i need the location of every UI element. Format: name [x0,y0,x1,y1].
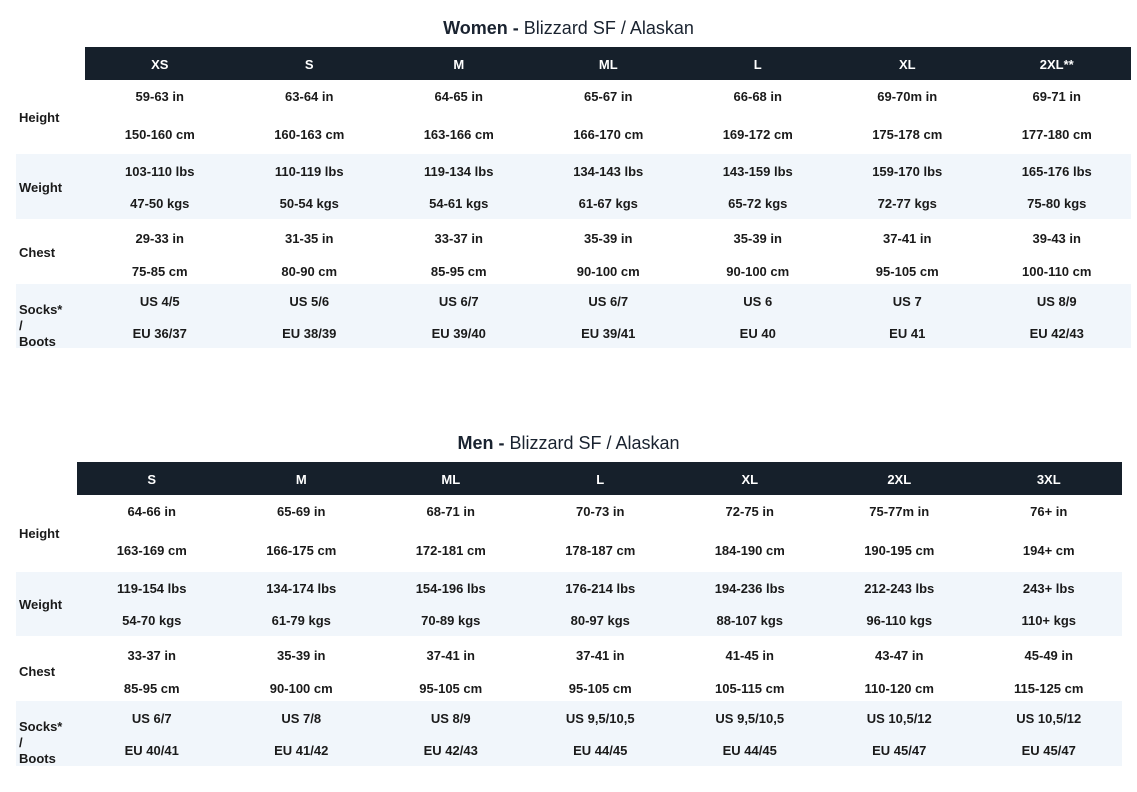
table-cell: US 6/7 [588,294,629,309]
table-cell: 54-61 kgs [429,196,489,211]
row-label: Height [19,110,60,125]
table-cell: 143-159 lbs [722,164,793,179]
row-label: / Boots [19,735,56,766]
table-cell: 134-143 lbs [573,164,644,179]
table-cell: 119-154 lbs [117,581,187,596]
table-cell: US 8/9 [1036,294,1077,309]
table-cell: EU 39/41 [581,326,636,341]
table-cell: 68-71 in [426,504,475,519]
row-label: Socks* [19,302,63,317]
table-cell: 96-110 kgs [866,613,933,628]
size-header: S [147,472,157,487]
table-cell: 45-49 in [1024,648,1073,663]
size-header: 2XL** [1039,57,1074,72]
table-cell: 35-39 in [584,231,633,246]
table-cell: 75-85 cm [131,264,188,279]
table-cell: 115-125 cm [1014,681,1084,696]
table-cell: 150-160 cm [124,127,195,142]
women-title [0,18,1137,39]
women-title-bold: Women - [443,18,519,38]
table-cell: 65-67 in [584,89,633,104]
row-label: Height [19,526,60,541]
table-cell: 119-134 lbs [424,164,494,179]
table-cell: 95-105 cm [419,681,483,696]
table-cell: US 4/5 [139,294,180,309]
table-cell: 134-174 lbs [266,581,337,596]
row-label: Chest [19,245,56,260]
size-header: M [295,472,307,487]
men-title-bold: Men - [457,433,505,453]
table-cell: 100-110 cm [1022,264,1092,279]
table-cell: 110-119 lbs [274,164,344,179]
table-cell: US 9,5/10,5 [565,711,635,726]
table-cell: 90-100 cm [269,681,333,696]
table-cell: 212-243 lbs [864,581,935,596]
table-cell: 41-45 in [725,648,774,663]
table-cell: 61-67 kgs [578,196,638,211]
table-cell: 39-43 in [1032,231,1081,246]
table-cell: 166-170 cm [573,127,644,142]
table-cell: US 6/7 [438,294,479,309]
table-cell: 243+ lbs [1022,581,1075,596]
table-cell: 72-77 kgs [877,196,937,211]
size-header: XL [898,57,916,72]
size-header: 2XL [887,472,912,487]
table-cell: 70-73 in [576,504,625,519]
table-cell: 184-190 cm [714,543,785,558]
table-cell: 37-41 in [576,648,625,663]
table-cell: 35-39 in [733,231,782,246]
table-cell: 95-105 cm [875,264,939,279]
table-cell: 47-50 kgs [130,196,190,211]
table-cell: 76+ in [1030,504,1068,519]
table-cell: 35-39 in [277,648,326,663]
table-cell: 85-95 cm [430,264,487,279]
table-cell: US 7/8 [281,711,322,726]
table-cell: US 9,5/10,5 [715,711,785,726]
table-cell: US 6 [743,294,773,309]
table-cell: 103-110 lbs [125,164,195,179]
table-cell: 95-105 cm [568,681,632,696]
table-cell: 33-37 in [434,231,483,246]
table-cell: 85-95 cm [123,681,180,696]
table-cell: 61-79 kgs [271,613,331,628]
men-title [0,433,1137,454]
size-header: XS [151,57,169,72]
table-cell: US 5/6 [289,294,330,309]
table-cell: 172-181 cm [415,543,486,558]
table-cell: US 8/9 [430,711,471,726]
table-cell: 59-63 in [135,89,184,104]
table-cell: 110-120 cm [864,681,934,696]
table-cell: EU 45/47 [872,743,927,758]
row-label: Weight [19,597,63,612]
table-cell: 163-169 cm [116,543,187,558]
table-cell: 178-187 cm [565,543,636,558]
table-cell: 190-195 cm [864,543,935,558]
table-cell: 72-75 in [725,504,774,519]
table-cell: EU 39/40 [431,326,486,341]
table-cell: US 6/7 [131,711,172,726]
table-cell: 194-236 lbs [714,581,785,596]
table-cell: 65-69 in [277,504,326,519]
size-header: L [753,57,762,72]
table-cell: 65-72 kgs [728,196,788,211]
table-cell: 166-175 cm [266,543,337,558]
table-cell: 163-166 cm [423,127,494,142]
table-cell: 159-170 lbs [872,164,943,179]
table-cell: US 10,5/12 [1016,711,1082,726]
table-cell: EU 41/42 [274,743,329,758]
women-header-row [85,47,1131,80]
row-label: Weight [19,180,63,195]
size-header: ML [441,472,461,487]
table-cell: 69-71 in [1032,89,1081,104]
size-header: L [596,472,605,487]
row-label: Chest [19,664,56,679]
table-cell: 69-70m in [877,89,938,104]
table-cell: 75-80 kgs [1027,196,1087,211]
table-cell: EU 44/45 [573,743,628,758]
table-cell: 160-163 cm [274,127,345,142]
table-cell: US 10,5/12 [866,711,932,726]
table-cell: EU 42/43 [1029,326,1084,341]
table-cell: 70-89 kgs [421,613,481,628]
table-cell: 154-196 lbs [415,581,486,596]
table-cell: EU 45/47 [1021,743,1076,758]
table-cell: 88-107 kgs [716,613,783,628]
table-cell: EU 38/39 [282,326,337,341]
table-cell: 165-176 lbs [1021,164,1092,179]
table-cell: 37-41 in [883,231,932,246]
table-cell: 64-66 in [127,504,176,519]
table-cell: US 7 [892,294,922,309]
table-cell: EU 42/43 [423,743,478,758]
table-cell: 43-47 in [875,648,924,663]
table-cell: 31-35 in [285,231,334,246]
size-header: XL [741,472,759,487]
men-title-rest: Blizzard SF / Alaskan [504,433,680,453]
table-cell: 175-178 cm [872,127,943,142]
table-cell: 54-70 kgs [122,613,182,628]
table-cell: EU 41 [889,326,926,341]
table-cell: 105-115 cm [715,681,785,696]
table-cell: EU 44/45 [722,743,777,758]
table-cell: 50-54 kgs [279,196,339,211]
table-cell: 63-64 in [285,89,334,104]
table-cell: EU 36/37 [132,326,187,341]
size-header: ML [598,57,618,72]
table-cell: 194+ cm [1022,543,1075,558]
men-header-row [77,462,1122,495]
table-cell: 90-100 cm [726,264,790,279]
size-header: 3XL [1036,472,1061,487]
table-cell: 29-33 in [135,231,184,246]
table-cell: 169-172 cm [722,127,793,142]
table-cell: 176-214 lbs [565,581,636,596]
size-header: S [304,57,314,72]
size-header: M [453,57,465,72]
table-cell: 80-97 kgs [570,613,630,628]
row-label: Socks* [19,719,63,734]
table-cell: 64-65 in [434,89,483,104]
table-cell: 37-41 in [426,648,475,663]
row-label: / Boots [19,318,56,349]
table-cell: 75-77m in [869,504,930,519]
table-cell: EU 40 [739,326,776,341]
table-cell: 80-90 cm [281,264,338,279]
table-cell: 66-68 in [733,89,782,104]
table-cell: 33-37 in [127,648,176,663]
women-title-rest: Blizzard SF / Alaskan [518,18,694,38]
table-cell: 177-180 cm [1021,127,1092,142]
table-cell: 90-100 cm [576,264,640,279]
table-cell: 110+ kgs [1021,613,1077,628]
table-cell: EU 40/41 [124,743,179,758]
